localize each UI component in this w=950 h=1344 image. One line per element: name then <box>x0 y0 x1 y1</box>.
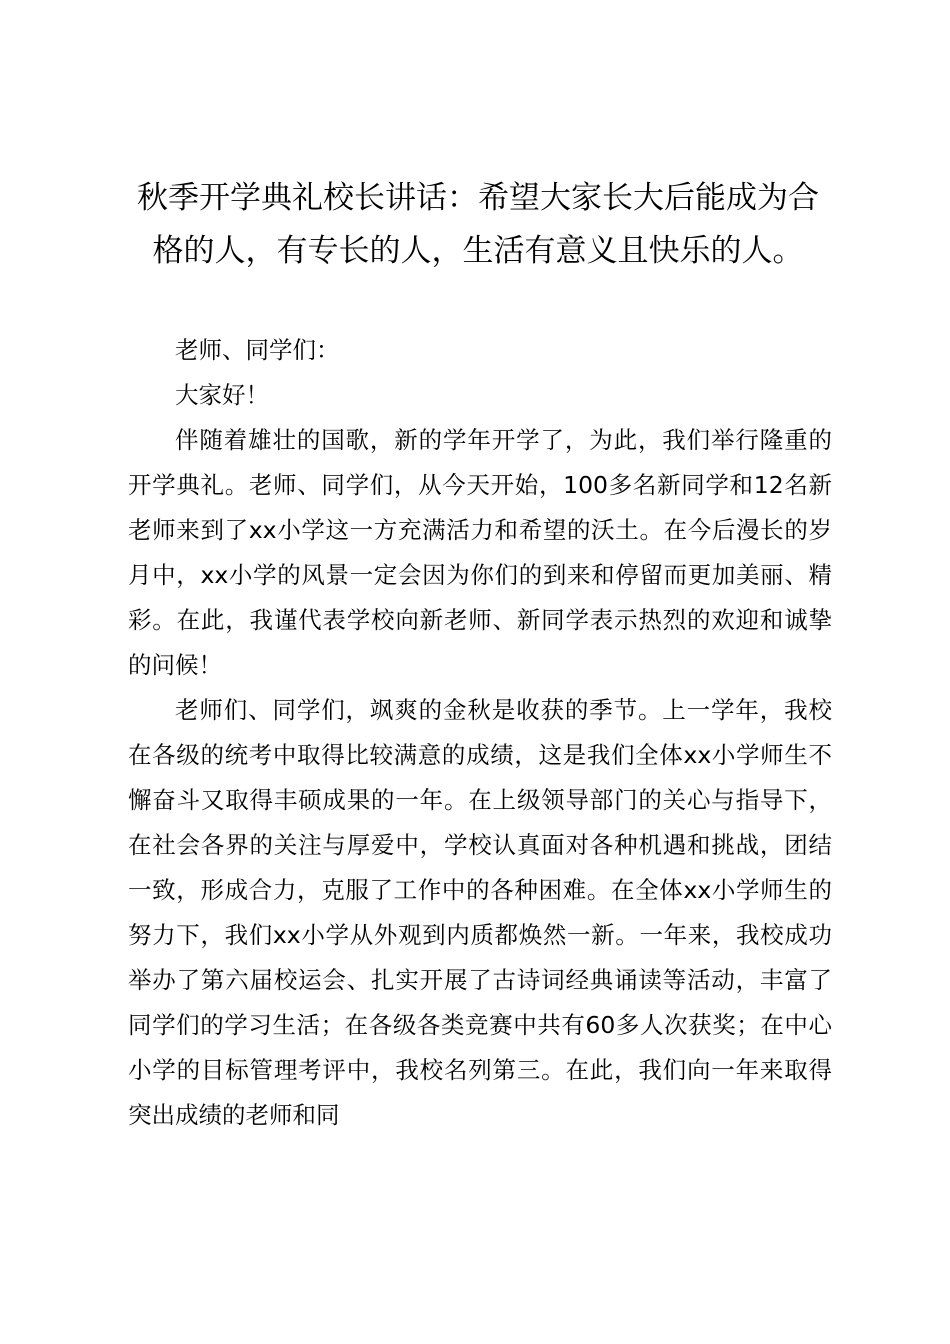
greeting: 大家好！ <box>175 381 269 409</box>
document-body <box>128 328 832 1138</box>
paragraph-achievements: 老师们、同学们，飒爽的金秋是收获的季节。上一学年，我校在各级的统考中取得比较满意的成绩，这是我们全体xx小学师生不懈奋斗又取得丰硕成果的一年。在上级领导部门的关心与指导下，在社会各界的关注与厚爱中，学校认真面对各种机遇和挑战，团结一致，形成合力，克服了工作中的各种困难。在全体xx小学师生的努力下，我们xx小学从外观到内质都焕然一新。一年来，我校成功举办了第六届校运会、扎实开展了古诗词经典诵读等活动，丰富了同学们的学习生活；在各级各类竞赛中共有60多人次获奖；在中心小学的目标管理考评中，我校名列第三。在此，我们向一年来取得突出成绩的老师和同 <box>128 696 832 1129</box>
document-title: 秋季开学典礼校长讲话：希望大家长大后能成为合格的人，有专长的人，生活有意义且快乐的人。 <box>137 180 819 269</box>
salutation: 老师、同学们： <box>175 336 340 364</box>
paragraph-welcome: 伴随着雄壮的国歌，新的学年开学了，为此，我们举行隆重的开学典礼。老师、同学们，从今天开始，100多名新同学和12名新老师来到了xx小学这一方充满活力和希望的沃土。在今后漫长的岁月中，xx小学的风景一定会因为你们的到来和停留而更加美丽、精彩。在此，我谨代表学校向新老师、新同学表示热烈的欢迎和诚挚的问候！ <box>128 426 832 679</box>
